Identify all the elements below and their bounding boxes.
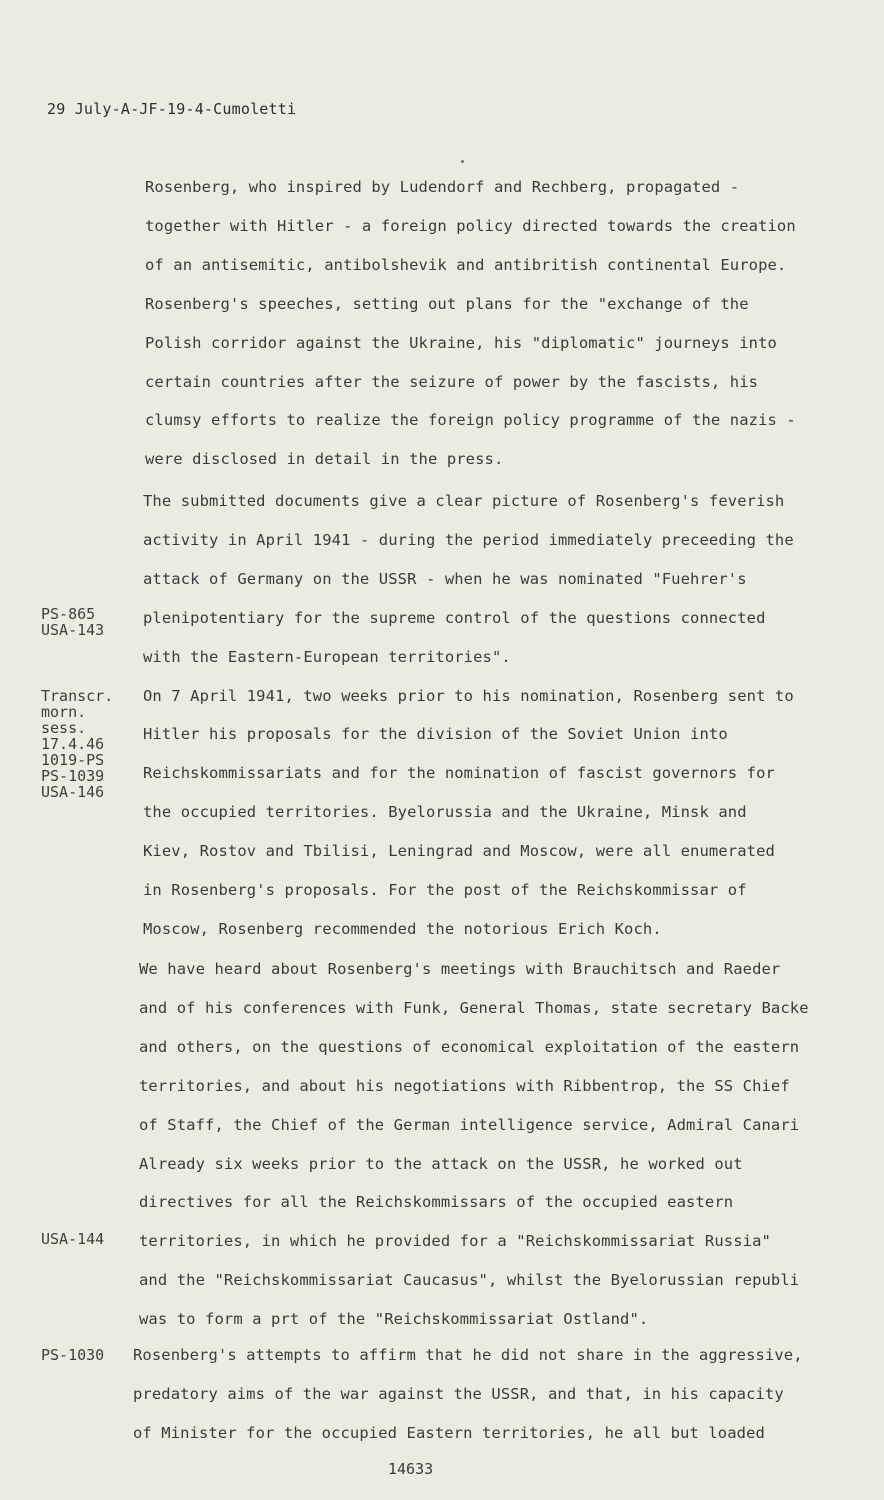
margin-note-line: Transcr. [41, 687, 114, 705]
body-line: and of his conferences with Funk, General Thomas, state secretary Backe [139, 998, 809, 1017]
body-line: attack of Germany on the USSR - when he was nominated "Fuehrer's [143, 569, 747, 588]
margin-note-line: USA-144 [41, 1230, 105, 1248]
body-line: plenipotentiary for the supreme control of the questions connected [143, 608, 766, 627]
body-line: with the Eastern-European territories". [143, 647, 511, 666]
body-line: of Minister for the occupied Eastern territories, he all but loaded [133, 1423, 765, 1442]
margin-note-line: 17.4.46 [41, 735, 105, 753]
margin-note-line: USA-146 [41, 783, 105, 801]
body-line: were disclosed in detail in the press. [145, 450, 504, 469]
body-line: and others, on the questions of economical exploitation of the eastern [139, 1037, 800, 1056]
body-line: Rosenberg's attempts to affirm that he did not share in the aggressive, [133, 1346, 803, 1364]
body-line: Reichskommissariats and for the nomination of fascist governors for [143, 764, 775, 783]
body-line: Rosenberg, who inspired by Ludendorf and Rechberg, propagated - [145, 178, 740, 196]
body-line: The submitted documents give a clear picture of Rosenberg's feverish [143, 492, 785, 510]
body-line: in Rosenberg's proposals. For the post of the Reichskommissar of [143, 881, 747, 899]
body-line: and the "Reichskommissariat Caucasus", whilst the Byelorussian republi [139, 1271, 800, 1290]
body-line: Moscow, Rosenberg recommended the notorious Erich Koch. [143, 919, 662, 938]
margin-note-line: USA-143 [41, 621, 105, 639]
page-number: 14633 [388, 1460, 434, 1478]
page-header: 29 July-A-JF-19-4-Cumoletti [47, 100, 297, 118]
body-line: On 7 April 1941, two weeks prior to his nomination, Rosenberg sent to [143, 686, 794, 705]
body-line: together with Hitler - a foreign policy directed towards the creation [145, 216, 796, 235]
body-line: of Staff, the Chief of the German intelligence service, Admiral Canari [139, 1115, 800, 1134]
body-line: was to form a prt of the "Reichskommissariat Ostland". [139, 1310, 649, 1329]
body-line: Hitler his proposals for the division of the Soviet Union into [143, 725, 728, 744]
body-line: territories, in which he provided for a "Reichskommissariat Russia" [139, 1232, 771, 1251]
body-line: predatory aims of the war against the USSR, and that, in his capacity [133, 1384, 784, 1403]
margin-note-2 [41, 688, 113, 800]
body-line: Already six weeks prior to the attack on the USSR, he worked out [139, 1154, 743, 1173]
body-line: Rosenberg's speeches, setting out plans for the "exchange of the [145, 294, 749, 313]
margin-note-line: 1019-PS [41, 751, 105, 769]
body-line: We have heard about Rosenberg's meetings with Brauchitsch and Raeder [139, 960, 781, 978]
body-line: clumsy efforts to realize the foreign policy programme of the nazis - [145, 411, 796, 430]
body-line: Polish corridor against the Ukraine, his "diplomatic" journeys into [145, 333, 777, 352]
body-line: of an antisemitic, antibolshevik and antibritish continental Europe. [145, 255, 787, 274]
body-line: certain countries after the seizure of power by the fascists, his [145, 372, 759, 391]
margin-note-line: sess. [41, 719, 87, 737]
body-line: Kiev, Rostov and Tbilisi, Leningrad and Moscow, were all enumerated [143, 842, 775, 861]
margin-note-line: PS-865 [41, 605, 96, 623]
margin-note-line: PS-1030 [41, 1346, 105, 1364]
ink-speck [461, 160, 464, 163]
margin-note-line: morn. [41, 703, 87, 721]
margin-note-line: PS-1039 [41, 767, 105, 785]
body-line: activity in April 1941 - during the period immediately preceeding the [143, 530, 794, 549]
body-line: the occupied territories. Byelorussia and the Ukraine, Minsk and [143, 803, 747, 822]
body-line: territories, and about his negotiations with Ribbentrop, the SS Chief [139, 1076, 790, 1095]
margin-note-4 [41, 1347, 104, 1363]
margin-note-1 [41, 606, 104, 638]
body-line: directives for all the Reichskommissars of the occupied eastern [139, 1193, 734, 1212]
margin-note-3 [41, 1231, 104, 1247]
